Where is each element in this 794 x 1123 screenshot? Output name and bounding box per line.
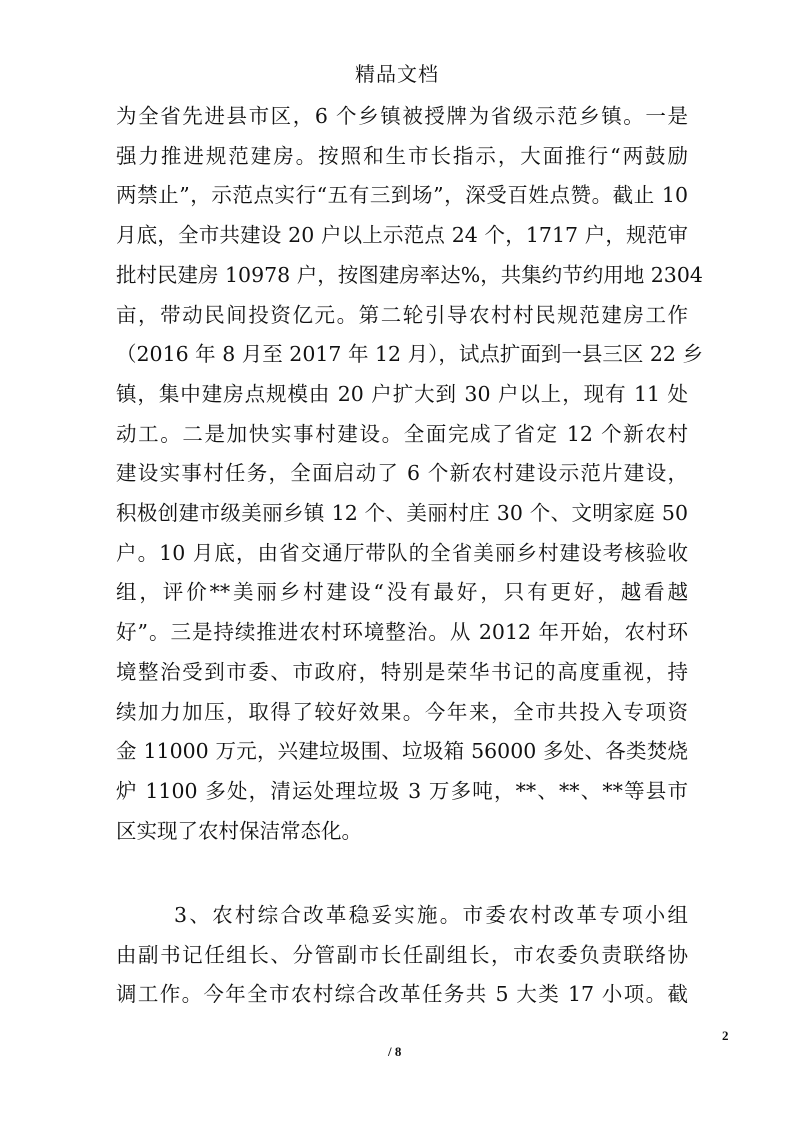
text-line: 亩，带动民间投资亿元。第二轮引导农村村民规范建房工作: [116, 302, 688, 327]
text-line: 区实现了农村保洁常态化。: [116, 818, 362, 843]
text-line: 金 11000 万元，兴建垃圾围、垃圾箱 56000 多处、各类焚烧: [116, 739, 688, 764]
text-line: 镇，集中建房点规模由 20 户扩大到 30 户以上，现有 11 处: [116, 381, 688, 406]
text-line: 为全省先进县市区，6 个乡镇被授牌为省级示范乡镇。一是: [116, 104, 688, 128]
text-line: 批村民建房 10978 户，按图建房率达%，共集约节约用地 2304: [116, 262, 703, 287]
page-total: / 8: [388, 1044, 402, 1059]
text-line: 强力推进规范建房。按照和生市长指示，大面推行“两鼓励: [116, 143, 688, 168]
document-header: 精品文档: [355, 62, 439, 86]
text-line: 境整治受到市委、市政府，特别是荣华书记的高度重视，持: [116, 659, 688, 684]
text-line: 由副书记任组长、分管副市长任副组长，市农委负责联络协: [116, 942, 688, 967]
text-line: 月底，全市共建设 20 户以上示范点 24 个，1717 户，规范审: [116, 223, 688, 248]
text-line: 积极创建市级美丽乡镇 12 个、美丽村庄 30 个、文明家庭 50: [116, 501, 688, 525]
page-number: 2: [722, 1028, 729, 1043]
text-line: 两禁止”，示范点实行“五有三到场”，深受百姓点赞。截止 10: [116, 183, 688, 208]
text-line: 3、农村综合改革稳妥实施。市委农村改革专项小组: [174, 903, 688, 927]
text-line: 户。10 月底，由省交通厅带队的全省美丽乡村建设考核验收: [116, 540, 688, 565]
text-line: 动工。二是加快实事村建设。全面完成了省定 12 个新农村: [116, 421, 688, 446]
text-line: 续加力加压，取得了较好效果。今年来，全市共投入专项资: [116, 699, 688, 724]
text-line: 炉 1100 多处，清运处理垃圾 3 万多吨，**、**、**等县市: [116, 778, 688, 803]
text-line: 调工作。今年全市农村综合改革任务共 5 大类 17 小项。截: [116, 982, 688, 1007]
text-line: 好”。三是持续推进农村环境整治。从 2012 年开始，农村环: [116, 620, 688, 645]
text-line: 组，评价**美丽乡村建设“没有最好，只有更好，越看越: [116, 580, 688, 605]
text-line: （2016 年 8 月至 2017 年 12 月），试点扩面到一县三区 22 乡: [116, 342, 703, 367]
text-line: 建设实事村任务，全面启动了 6 个新农村建设示范片建设，: [116, 461, 688, 486]
